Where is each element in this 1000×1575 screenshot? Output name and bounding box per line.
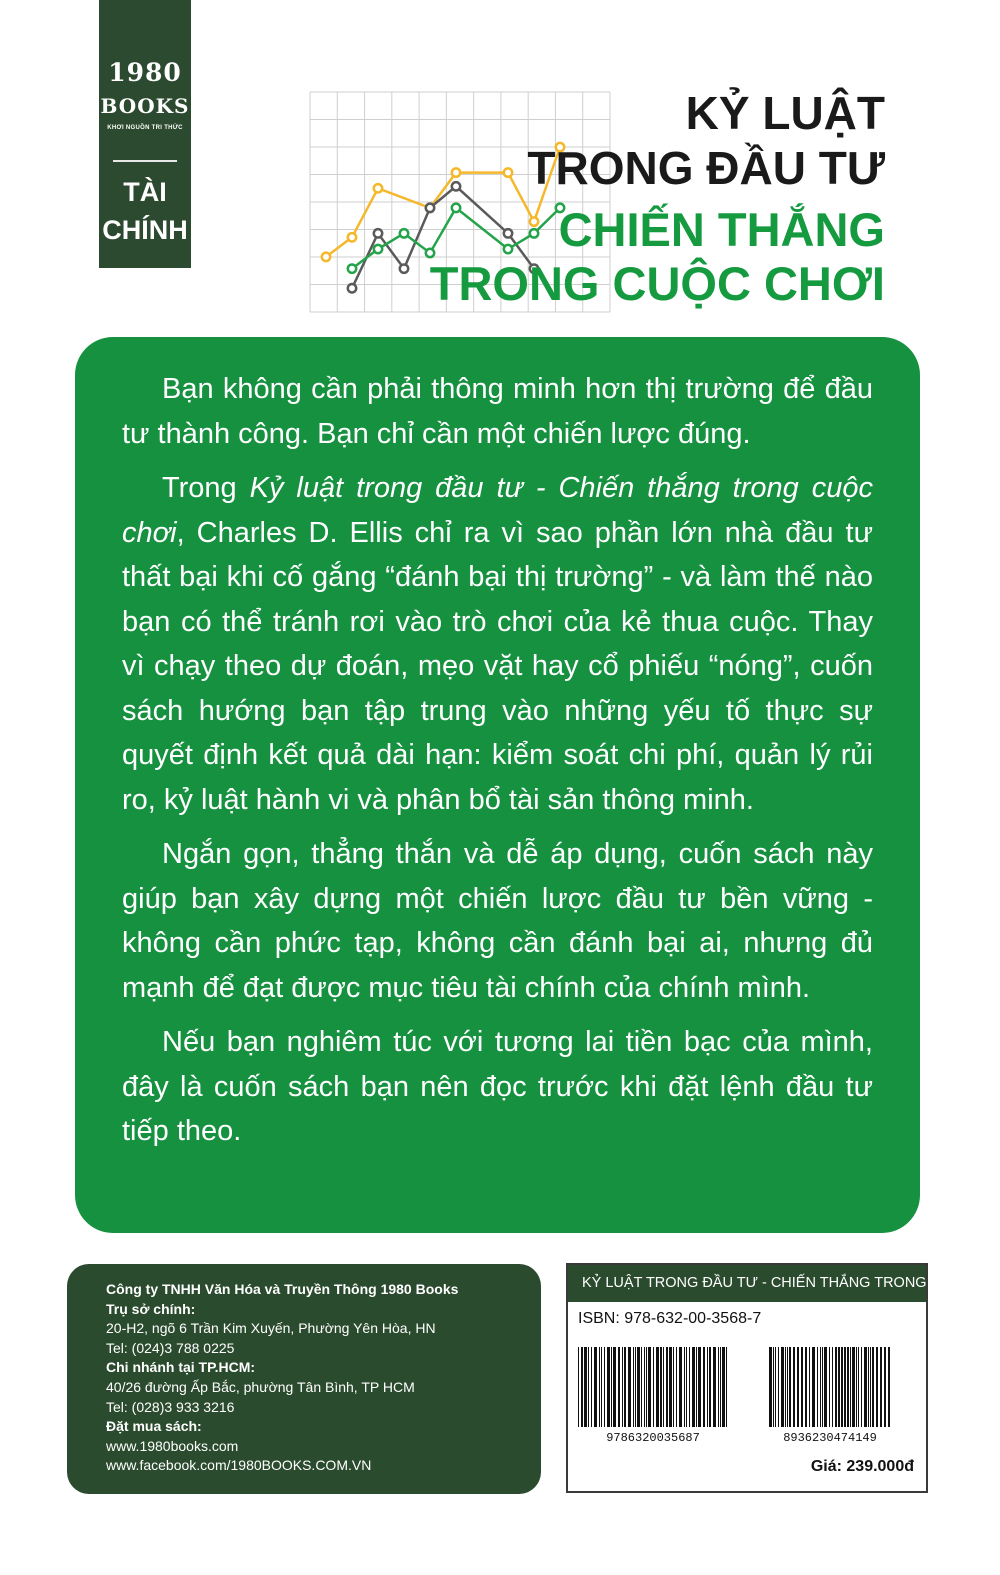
publisher-branch-tel: Tel: (028)3 933 3216: [106, 1398, 235, 1415]
barcode-bar: [817, 1347, 818, 1427]
barcode-bar: [660, 1347, 662, 1427]
barcode-bar: [594, 1347, 597, 1427]
barcode-bar: [707, 1347, 708, 1427]
brand-divider: [113, 160, 177, 162]
barcode-bar: [718, 1347, 719, 1427]
barcode-bar: [838, 1347, 840, 1427]
barcode-bar: [793, 1347, 795, 1427]
barcode-bar: [601, 1347, 602, 1427]
barcode-bar: [789, 1347, 791, 1427]
barcode-bar: [858, 1347, 859, 1427]
barcode-bar: [841, 1347, 843, 1427]
synopsis-paragraph-1: Bạn không cần phải thông minh hơn thị trường để đầu tư thành công. Bạn chỉ cần một chiến lược đúng.: [122, 373, 873, 450]
barcode-bar: [676, 1347, 677, 1427]
barcode-bar: [656, 1347, 659, 1427]
barcode-bar: [663, 1347, 664, 1427]
barcode-bar: [726, 1347, 727, 1427]
barcode-bar: [591, 1347, 592, 1427]
barcode-bar: [785, 1347, 786, 1427]
brand-logo-number: 1980: [108, 58, 182, 87]
isbn-barcode: [572, 1343, 734, 1443]
publisher-hq-label: Trụ sở chính:: [106, 1300, 196, 1317]
synopsis-paragraph-3: Ngắn gọn, thẳng thắn và dễ áp dụng, cuốn sách này giúp bạn xây dựng một chiến lược đầu tư bền vững - không cần phức tạp, không cần đánh bại ai, nhưng đủ mạnh để đạt được mục tiêu tài chính của chính mình.: [122, 838, 873, 1004]
publisher-info-panel: [67, 1264, 541, 1494]
chart-point: [348, 233, 356, 241]
barcode-bar: [856, 1347, 857, 1427]
barcode-bar: [876, 1347, 878, 1427]
book-title-line1: KỶ LUẬT: [685, 87, 885, 139]
chart-point: [530, 217, 538, 225]
barcode-bar: [584, 1347, 587, 1427]
barcode-bar: [679, 1347, 682, 1427]
synopsis-panel: [75, 337, 920, 1233]
isbn-number: ISBN: 978-632-00-3568-7: [578, 1310, 762, 1327]
barcode-bar: [884, 1347, 886, 1427]
chart-point: [504, 245, 512, 253]
ean-barcode-bars: [769, 1347, 890, 1427]
barcode-bar: [864, 1347, 867, 1427]
chart-point: [374, 184, 382, 192]
barcode-bar: [644, 1347, 645, 1427]
barcode-bar: [722, 1347, 725, 1427]
barcode-bar: [775, 1347, 776, 1427]
synopsis-p2-rest: , Charles D. Ellis chỉ ra vì sao phần lớn nhà đầu tư thất bại khi cố gắng “đánh bại thị trường” - và làm thế nào bạn có thể tránh rơi vào trò chơi của kẻ thua cuộc. Thay vì chạy theo dự đoán, mẹo vặt hay cổ phiếu “nóng”, cuốn sách hướng bạn tập trung vào những yếu tố thực sự quyết định kết quả dài hạn: kiểm soát chi phí, quản lý rủi ro, kỷ luật hành vi và phân bổ tài sản thông minh.: [122, 516, 873, 816]
chart-point: [426, 249, 434, 257]
barcode-bar: [611, 1347, 612, 1427]
barcode-bar: [641, 1347, 642, 1427]
barcode-bar: [797, 1347, 799, 1427]
barcode-bar: [607, 1347, 610, 1427]
barcode-bar: [628, 1347, 631, 1427]
chart-point: [452, 182, 460, 190]
ean-barcode: [763, 1343, 898, 1443]
book-title-line2: TRONG ĐẦU TƯ: [527, 142, 885, 194]
chart-point: [426, 204, 434, 212]
barcode-bar: [646, 1347, 647, 1427]
barcode-bar: [648, 1347, 651, 1427]
barcode-bar: [604, 1347, 605, 1427]
book-subtitle-line2: TRONG CUỘC CHƠI: [429, 257, 885, 310]
barcode-bar: [801, 1347, 803, 1427]
barcode-bar: [781, 1347, 784, 1427]
barcode-bar: [709, 1347, 711, 1427]
barcode-bar: [692, 1347, 695, 1427]
chart-point: [400, 229, 408, 237]
barcode-bar: [852, 1347, 855, 1427]
chart-point: [348, 284, 356, 292]
publisher-company: Công ty TNHH Văn Hóa và Truyền Thông 1980 Books: [106, 1281, 459, 1297]
barcode-bar: [637, 1347, 640, 1427]
barcode-bar: [847, 1347, 849, 1427]
barcode-bar: [713, 1347, 716, 1427]
barcode-bar: [624, 1347, 626, 1427]
barcode-bar: [613, 1347, 616, 1427]
barcode-bar: [809, 1347, 810, 1427]
barcode-bar: [822, 1347, 823, 1427]
brand-logo-word: BOOKS: [100, 94, 190, 118]
barcode-bar: [599, 1347, 600, 1427]
publisher-hq-tel: Tel: (024)3 788 0225: [106, 1339, 235, 1356]
barcode-bar: [832, 1347, 833, 1427]
barcode-panel: [566, 1263, 990, 1493]
barcode-bar: [872, 1347, 874, 1427]
publisher-info-list: [106, 1280, 458, 1476]
barcode-bar: [778, 1347, 779, 1427]
synopsis-text: [122, 367, 873, 1164]
barcode-bar: [618, 1347, 620, 1427]
barcode-bar: [669, 1347, 672, 1427]
barcode-bar: [805, 1347, 807, 1427]
barcode-bar: [829, 1347, 830, 1427]
synopsis-paragraph-4: Nếu bạn nghiêm túc với tương lai tiền bạc của mình, đây là cuốn sách bạn nên đọc trước khi đặt lệnh đầu tư tiếp theo.: [122, 1026, 873, 1147]
chart-point: [530, 229, 538, 237]
brand-logo-tagline: KHƠI NGUỒN TRI THỨC: [107, 125, 183, 131]
chart-point: [452, 168, 460, 176]
publisher-facebook: www.facebook.com/1980BOOKS.COM.VN: [106, 1457, 372, 1474]
publisher-website: www.1980books.com: [106, 1437, 239, 1454]
barcode-bar: [689, 1347, 690, 1427]
barcode-bar: [820, 1347, 821, 1427]
book-subtitle-line1: CHIẾN THẮNG: [558, 203, 885, 256]
chart-point: [374, 245, 382, 253]
barcode-bar: [696, 1347, 697, 1427]
synopsis-p2-lead: Trong: [162, 472, 250, 504]
barcode-bar: [622, 1347, 623, 1427]
barcode-bar: [868, 1347, 869, 1427]
barcode-bar: [861, 1347, 862, 1427]
genre-label-line1: TÀI: [123, 177, 167, 207]
barcode-bar: [769, 1347, 772, 1427]
barcode-title-header: KỶ LUẬT TRONG ĐẦU TƯ - CHIẾN THẮNG TRONG CUỘC ...: [568, 1265, 926, 1302]
publisher-branch-label: Chi nhánh tại TP.HCM:: [106, 1359, 256, 1376]
barcode-bar: [703, 1347, 705, 1427]
barcode-bar: [666, 1347, 668, 1427]
publisher-brand-tag: [99, 0, 191, 268]
barcode-bar: [588, 1347, 589, 1427]
barcode-bar: [653, 1347, 654, 1427]
barcode-bar: [684, 1347, 685, 1427]
barcode-bar: [686, 1347, 687, 1427]
synopsis-paragraph-2: [122, 466, 873, 822]
isbn-barcode-bars: [578, 1347, 727, 1427]
barcode-bar: [720, 1347, 721, 1427]
barcode-bar: [824, 1347, 827, 1427]
publisher-order-label: Đặt mua sách:: [106, 1418, 202, 1435]
barcode-bar: [880, 1347, 882, 1427]
chart-point: [400, 264, 408, 272]
barcode-bar: [633, 1347, 634, 1427]
barcode-bar: [773, 1347, 774, 1427]
publisher-branch-address: 40/26 đường Ấp Bắc, phường Tân Bình, TP HCM: [106, 1378, 415, 1395]
barcode-bar: [787, 1347, 788, 1427]
barcode-bar: [578, 1347, 579, 1427]
barcode-bar: [673, 1347, 674, 1427]
barcode-bar: [581, 1347, 583, 1427]
ean-barcode-digits: 8936230474149: [783, 1431, 877, 1445]
price-label: Giá: 239.000đ: [810, 1458, 914, 1475]
chart-point: [322, 253, 330, 261]
chart-point: [348, 264, 356, 272]
publisher-hq-address: 20-H2, ngõ 6 Trần Kim Xuyến, Phường Yên Hòa, HN: [106, 1320, 436, 1337]
barcode-bar: [870, 1347, 871, 1427]
chart-point: [374, 229, 382, 237]
chart-point: [452, 204, 460, 212]
barcode-bar: [698, 1347, 701, 1427]
barcode-bar: [835, 1347, 837, 1427]
genre-label-line2: CHÍNH: [102, 215, 188, 245]
chart-point: [504, 168, 512, 176]
barcode-bar: [850, 1347, 851, 1427]
synopsis-book-title: Kỷ luật trong đầu tư - Chiến thắng trong cuộc chơi: [122, 472, 873, 549]
barcode-bar: [635, 1347, 636, 1427]
isbn-barcode-digits: 9786320035687: [606, 1431, 700, 1445]
chart-point: [504, 229, 512, 237]
barcode-bar: [888, 1347, 890, 1427]
barcode-bar: [844, 1347, 846, 1427]
barcode-bar: [812, 1347, 815, 1427]
